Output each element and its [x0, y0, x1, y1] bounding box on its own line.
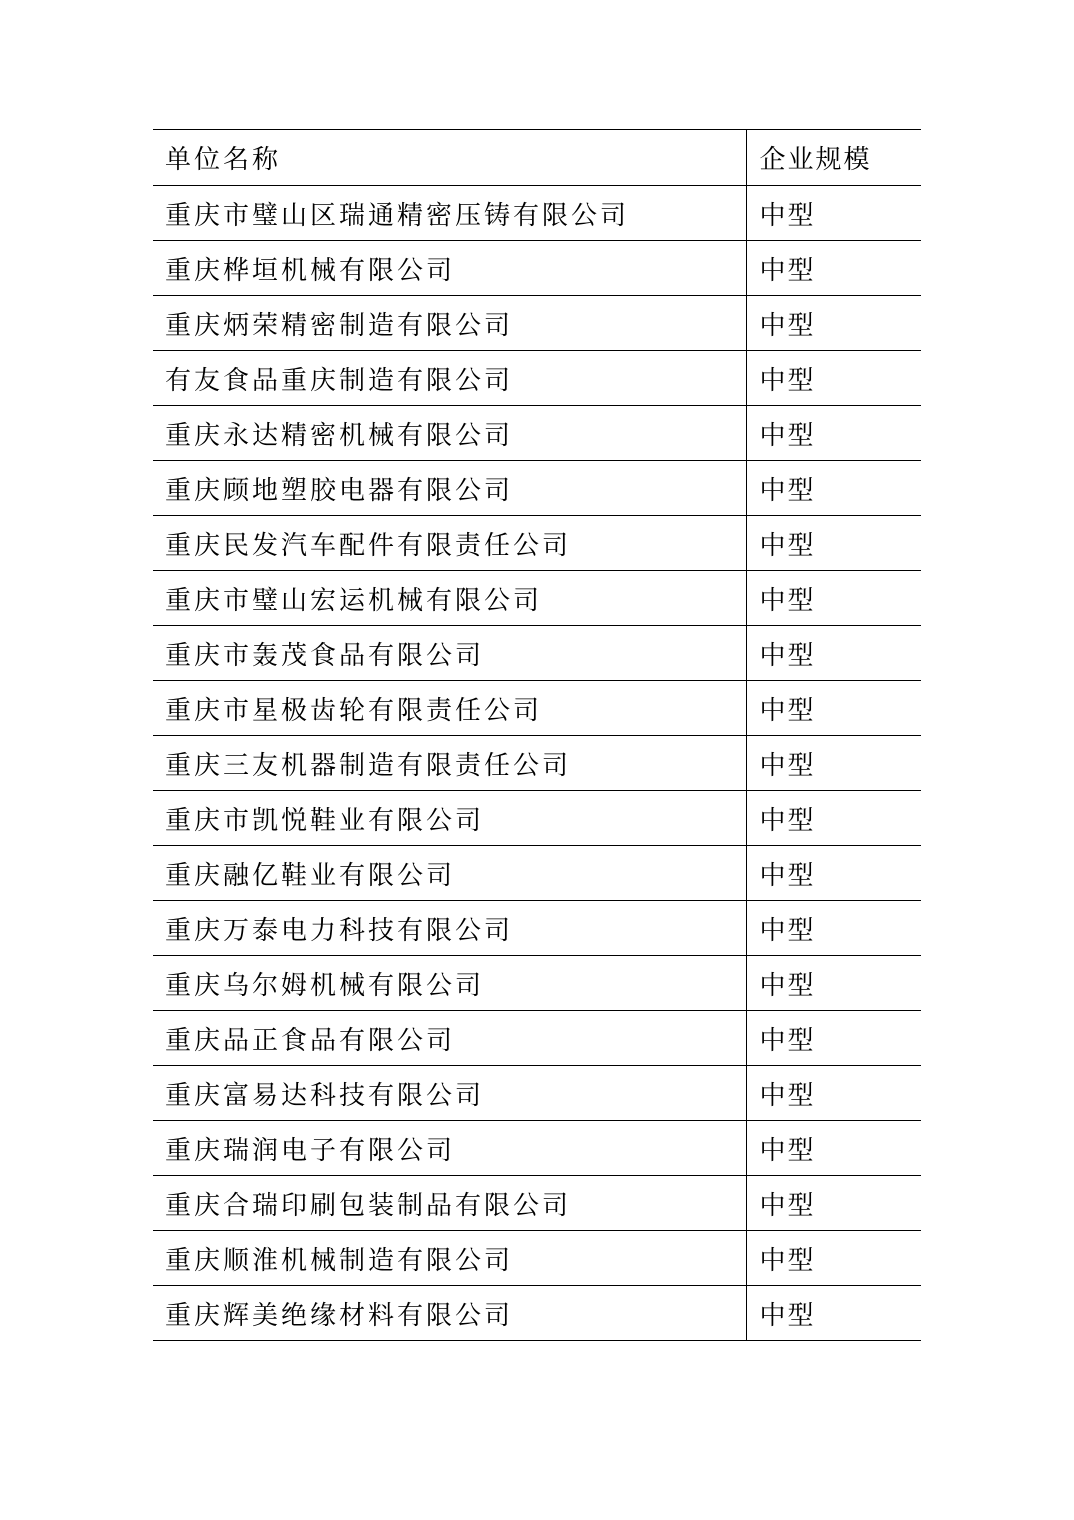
scale-cell: 中型: [746, 461, 921, 516]
table-row: [153, 681, 921, 736]
scale-cell: 中型: [746, 1176, 921, 1231]
enterprise-table: [153, 129, 921, 1341]
table-row: [153, 1066, 921, 1121]
unit-name-cell: 重庆市凯悦鞋业有限公司: [153, 791, 746, 846]
scale-cell: 中型: [746, 406, 921, 461]
table-header-row: [153, 130, 921, 186]
unit-name-cell: 重庆永达精密机械有限公司: [153, 406, 746, 461]
unit-name-cell: 重庆三友机器制造有限责任公司: [153, 736, 746, 791]
table-row: [153, 1286, 921, 1341]
table-row: [153, 406, 921, 461]
table-row: [153, 1121, 921, 1176]
unit-name-cell: 重庆顾地塑胶电器有限公司: [153, 461, 746, 516]
scale-cell: 中型: [746, 626, 921, 681]
unit-name-cell: 有友食品重庆制造有限公司: [153, 351, 746, 406]
unit-name-cell: 重庆炳荣精密制造有限公司: [153, 296, 746, 351]
table-row: [153, 461, 921, 516]
table-row: [153, 571, 921, 626]
scale-cell: 中型: [746, 1286, 921, 1341]
header-enterprise-scale: 企业规模: [746, 130, 921, 186]
unit-name-cell: 重庆富易达科技有限公司: [153, 1066, 746, 1121]
unit-name-cell: 重庆顺淮机械制造有限公司: [153, 1231, 746, 1286]
scale-cell: 中型: [746, 296, 921, 351]
table-row: [153, 296, 921, 351]
unit-name-cell: 重庆市璧山宏运机械有限公司: [153, 571, 746, 626]
unit-name-cell: 重庆合瑞印刷包装制品有限公司: [153, 1176, 746, 1231]
scale-cell: 中型: [746, 1066, 921, 1121]
unit-name-cell: 重庆市轰茂食品有限公司: [153, 626, 746, 681]
unit-name-cell: 重庆乌尔姆机械有限公司: [153, 956, 746, 1011]
table-row: [153, 516, 921, 571]
table-row: [153, 186, 921, 241]
unit-name-cell: 重庆民发汽车配件有限责任公司: [153, 516, 746, 571]
scale-cell: 中型: [746, 351, 921, 406]
header-unit-name: 单位名称: [153, 130, 746, 186]
scale-cell: 中型: [746, 241, 921, 296]
unit-name-cell: 重庆市璧山区瑞通精密压铸有限公司: [153, 186, 746, 241]
scale-cell: 中型: [746, 846, 921, 901]
unit-name-cell: 重庆市星极齿轮有限责任公司: [153, 681, 746, 736]
table-row: [153, 1231, 921, 1286]
table-row: [153, 846, 921, 901]
scale-cell: 中型: [746, 186, 921, 241]
scale-cell: 中型: [746, 736, 921, 791]
table-row: [153, 351, 921, 406]
scale-cell: 中型: [746, 681, 921, 736]
table-row: [153, 626, 921, 681]
scale-cell: 中型: [746, 901, 921, 956]
table-row: [153, 791, 921, 846]
table-row: [153, 241, 921, 296]
unit-name-cell: 重庆瑞润电子有限公司: [153, 1121, 746, 1176]
scale-cell: 中型: [746, 791, 921, 846]
unit-name-cell: 重庆辉美绝缘材料有限公司: [153, 1286, 746, 1341]
scale-cell: 中型: [746, 1121, 921, 1176]
unit-name-cell: 重庆桦垣机械有限公司: [153, 241, 746, 296]
unit-name-cell: 重庆品正食品有限公司: [153, 1011, 746, 1066]
scale-cell: 中型: [746, 516, 921, 571]
unit-name-cell: 重庆融亿鞋业有限公司: [153, 846, 746, 901]
table-row: [153, 956, 921, 1011]
table-row: [153, 901, 921, 956]
table-row: [153, 1011, 921, 1066]
table-row: [153, 1176, 921, 1231]
scale-cell: 中型: [746, 956, 921, 1011]
scale-cell: 中型: [746, 1011, 921, 1066]
table-row: [153, 736, 921, 791]
unit-name-cell: 重庆万泰电力科技有限公司: [153, 901, 746, 956]
scale-cell: 中型: [746, 571, 921, 626]
scale-cell: 中型: [746, 1231, 921, 1286]
